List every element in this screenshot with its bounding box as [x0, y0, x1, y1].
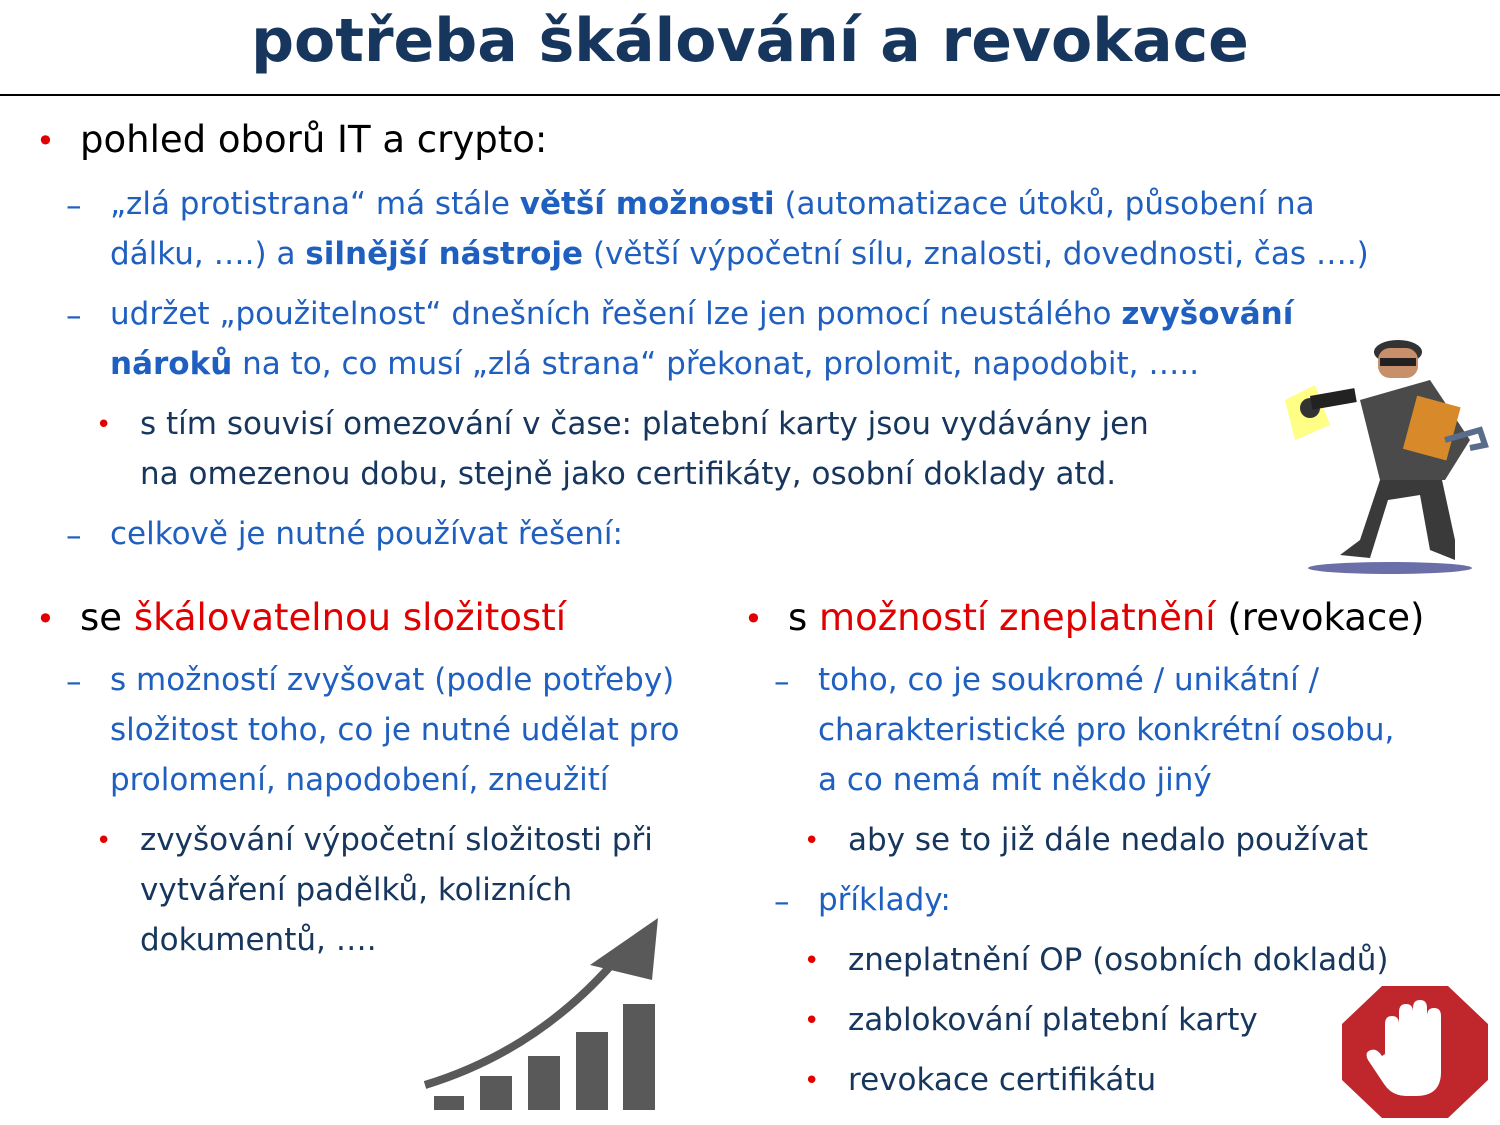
dash-marker: –	[774, 884, 790, 920]
bold-segment: silnější nástroje	[305, 236, 584, 272]
text-segment: dálku, ….) a	[110, 236, 306, 272]
dash-usability-line1	[110, 296, 1293, 332]
right-dash-line2: charakteristické pro konkrétní osobu,	[818, 712, 1395, 748]
example-card-block: zablokování platební karty	[848, 1002, 1258, 1038]
example-cert-revocation: revokace certifikátu	[848, 1062, 1157, 1098]
highlight-segment: možností zneplatnění	[819, 596, 1216, 639]
title-divider	[0, 94, 1500, 96]
bullet-marker: •	[804, 1066, 820, 1096]
dash-marker: –	[66, 664, 82, 700]
dash-adversary-line1	[110, 186, 1315, 222]
bullet-marker: •	[804, 826, 820, 856]
left-sub-line1: zvyšování výpočetní složitosti při	[140, 822, 653, 858]
sub-time-limit-line1: s tím souvisí omezování v čase: platební karty jsou vydávány jen	[140, 406, 1149, 442]
bullet-marker: •	[804, 1006, 820, 1036]
sub-time-limit-line2: na omezenou dobu, stejně jako certifikáty, osobní doklady atd.	[140, 456, 1117, 492]
dash-overall: celkově je nutné používat řešení:	[110, 516, 623, 552]
burglar-illustration	[1270, 330, 1495, 580]
text-segment: s	[788, 596, 820, 639]
bullet-marker: •	[96, 410, 112, 440]
right-dash-line3: a co nemá mít někdo jiný	[818, 762, 1212, 798]
bullet-marker: •	[96, 826, 112, 856]
left-sub-line2: vytváření padělků, kolizních	[140, 872, 573, 908]
example-id-cards: zneplatnění OP (osobních dokladů)	[848, 942, 1389, 978]
text-segment: „zlá protistrana“ má stále	[110, 186, 520, 222]
left-dash-line3: prolomení, napodobení, zneužití	[110, 762, 609, 798]
slide-title: potřeba škálování a revokace	[251, 6, 1249, 76]
text-segment: (revokace)	[1215, 596, 1425, 639]
dash-adversary-line2	[110, 236, 1369, 272]
highlight-segment: škálovatelnou složitostí	[133, 596, 566, 639]
text-segment: na to, co musí „zlá strana“ překonat, prolomit, napodobit, …..	[232, 346, 1200, 382]
bullet-scalable-complexity	[80, 596, 566, 639]
left-dash-line2: složitost toho, co je nutné udělat pro	[110, 712, 680, 748]
right-dash-line1: toho, co je soukromé / unikátní /	[818, 662, 1320, 698]
left-sub-line3: dokumentů, ….	[140, 922, 377, 958]
bullet-revocation	[788, 596, 1424, 639]
right-examples-heading: příklady:	[818, 882, 951, 918]
growth-chart-icon	[420, 910, 665, 1115]
bullet-marker: •	[36, 122, 55, 160]
stop-hand-icon	[1340, 984, 1490, 1120]
bullet-marker: •	[36, 600, 55, 638]
text-segment: se	[80, 596, 134, 639]
dash-marker: –	[66, 298, 82, 334]
text-segment: udržet „použitelnost“ dnešních řešení lze jen pomocí neustálého	[110, 296, 1122, 332]
dash-marker: –	[66, 518, 82, 554]
text-segment: (automatizace útoků, působení na	[774, 186, 1315, 222]
bullet-marker: •	[804, 946, 820, 976]
bold-segment: větší možnosti	[519, 186, 775, 222]
bullet-it-crypto: pohled oborů IT a crypto:	[80, 118, 548, 161]
dash-usability-line2	[110, 346, 1199, 382]
bullet-marker: •	[744, 600, 763, 638]
right-sub-no-use: aby se to již dále nedalo používat	[848, 822, 1368, 858]
bold-segment: nároků	[110, 346, 233, 382]
bold-segment: zvyšování	[1121, 296, 1294, 332]
text-segment: (větší výpočetní sílu, znalosti, dovednosti, čas ….)	[583, 236, 1369, 272]
left-dash-line1: s možností zvyšovat (podle potřeby)	[110, 662, 675, 698]
dash-marker: –	[774, 664, 790, 700]
dash-marker: –	[66, 188, 82, 224]
